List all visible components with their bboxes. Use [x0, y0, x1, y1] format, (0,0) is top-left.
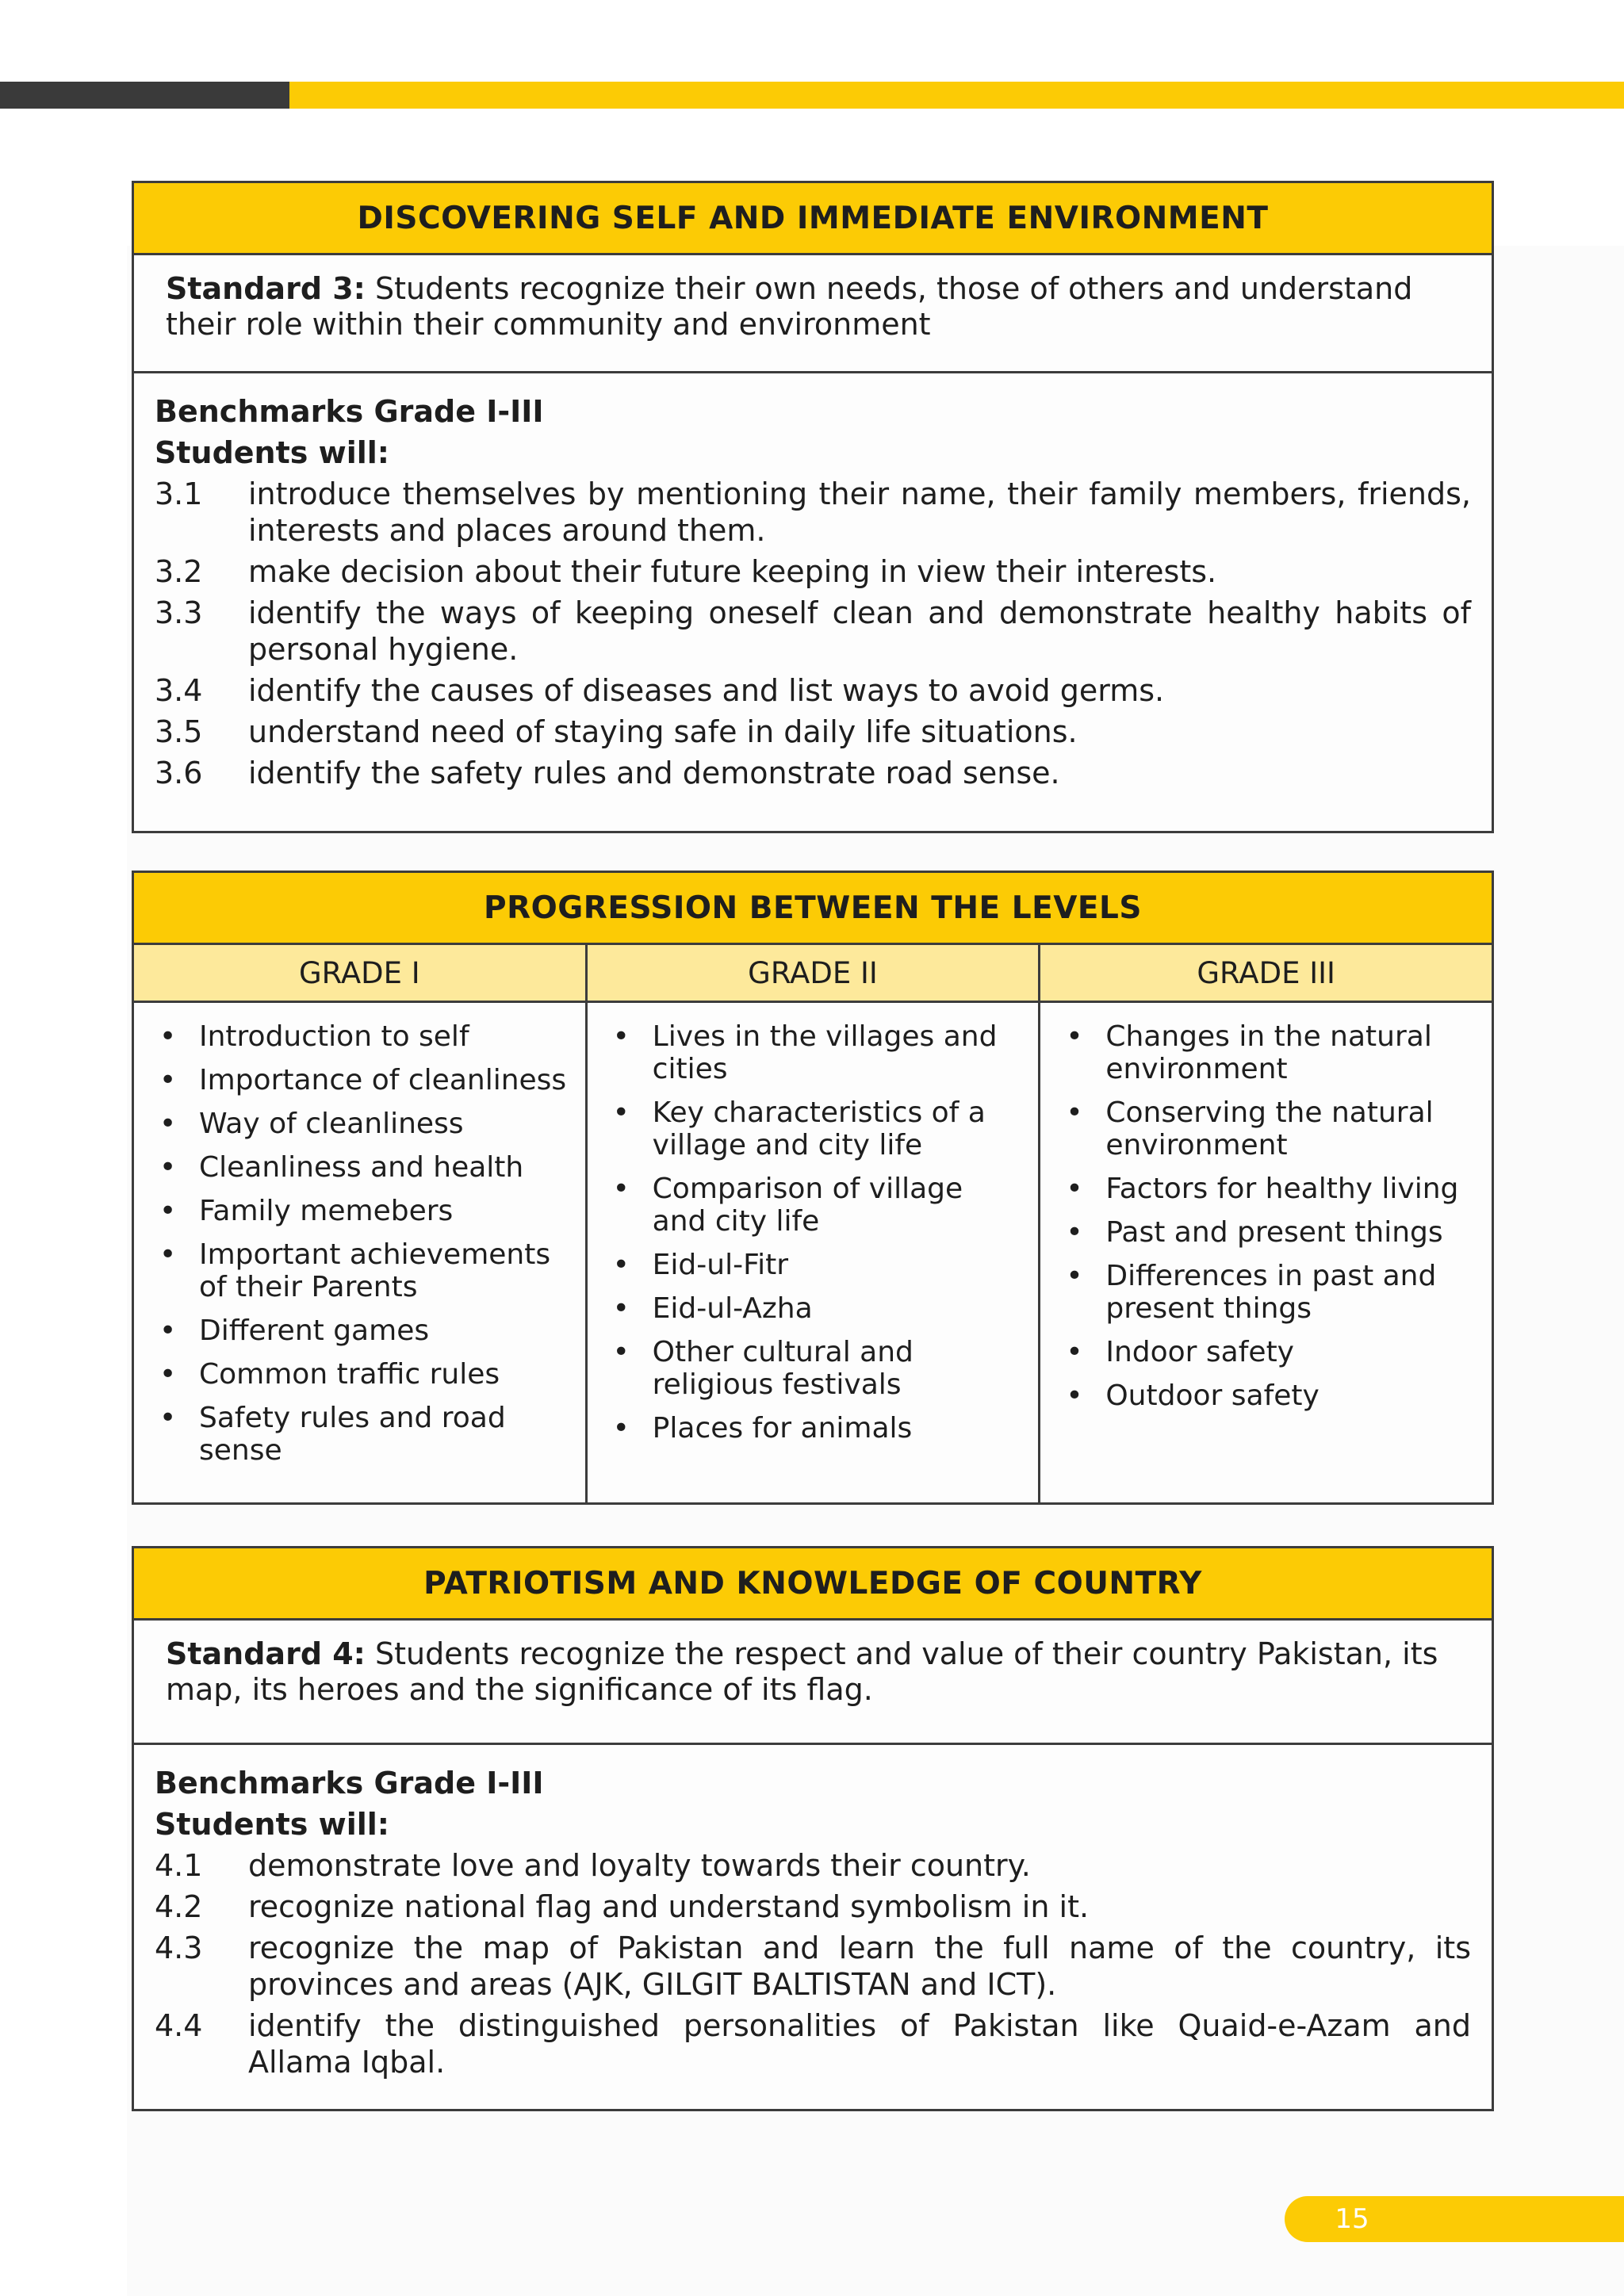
list-item: • Outdoor safety	[1066, 1380, 1476, 1412]
list-item: • Importance of cleanliness	[159, 1064, 569, 1096]
benchmark-text: identify the safety rules and demonstrate road sense.	[248, 756, 1060, 790]
list-item: • Eid-ul-Azha	[613, 1292, 1023, 1325]
benchmark-item	[155, 1845, 1471, 1886]
list-item: • Different games	[159, 1314, 569, 1347]
list-item: • Common traffic rules	[159, 1358, 569, 1391]
standard-3-box	[132, 181, 1494, 833]
benchmark-item	[155, 670, 1471, 711]
benchmark-item	[155, 551, 1471, 592]
section-title: PATRIOTISM AND KNOWLEDGE OF COUNTRY	[134, 1548, 1492, 1621]
benchmark-text: identify the causes of diseases and list ways to avoid germs.	[248, 673, 1165, 708]
list-item: • Conserving the natural environment	[1066, 1096, 1476, 1161]
list-item: • Introduction to self	[159, 1020, 569, 1053]
benchmark-number: 4.2	[155, 1889, 203, 1924]
grade-content-row	[134, 1003, 1492, 1505]
section-title: DISCOVERING SELF AND IMMEDIATE ENVIRONMENT	[134, 183, 1492, 255]
grade-2-column	[585, 1003, 1039, 1505]
benchmark-item	[155, 473, 1471, 551]
grade-1-list	[159, 1020, 569, 1467]
benchmark-number: 3.2	[155, 554, 203, 589]
list-item: • Factors for healthy living	[1066, 1173, 1476, 1205]
grade-3-column	[1038, 1003, 1492, 1505]
benchmark-number: 4.3	[155, 1931, 203, 1965]
benchmarks-heading: Benchmarks Grade I-III	[155, 394, 544, 429]
grade-3-header: GRADE III	[1038, 945, 1492, 1001]
list-item: • Indoor safety	[1066, 1336, 1476, 1368]
progression-title: PROGRESSION BETWEEN THE LEVELS	[134, 873, 1492, 945]
list-item: • Lives in the villages and cities	[613, 1020, 1023, 1085]
list-item: • Important achievements of their Parents	[159, 1238, 569, 1303]
grade-1-column	[134, 1003, 585, 1505]
benchmark-text: identify the distinguished personalities of Pakistan like Quaid-e-Azam and Allama Iqbal.	[248, 2008, 1471, 2080]
header-bar-dark	[0, 82, 289, 109]
students-will-label: Students will:	[155, 435, 390, 470]
grade-header-row	[134, 945, 1492, 1003]
benchmarks	[134, 373, 1492, 794]
standard-text: Students recognize the respect and value of their country Pakistan, its map, its heroes and the significance of its flag.	[166, 1636, 1438, 1707]
progression-box	[132, 871, 1494, 1505]
benchmark-item	[155, 752, 1471, 794]
list-item: • Cleanliness and health	[159, 1151, 569, 1184]
standard-4-box	[132, 1546, 1494, 2111]
page-number: 15	[1335, 2203, 1369, 2235]
standard-statement	[134, 1621, 1492, 1745]
benchmark-text: recognize national flag and understand symbolism in it.	[248, 1889, 1090, 1924]
list-item: • Places for animals	[613, 1412, 1023, 1445]
benchmark-text: demonstrate love and loyalty towards their country.	[248, 1848, 1031, 1883]
list-item: • Past and present things	[1066, 1216, 1476, 1249]
students-will-label: Students will:	[155, 1807, 390, 1842]
list-item: • Differences in past and present things	[1066, 1260, 1476, 1325]
grade-2-header: GRADE II	[585, 945, 1039, 1001]
benchmark-item	[155, 1927, 1471, 2005]
grade-1-header: GRADE I	[298, 955, 420, 990]
grade-2-list	[613, 1020, 1023, 1445]
list-item: • Family memebers	[159, 1195, 569, 1227]
benchmarks	[134, 1745, 1492, 2083]
standard-text: Students recognize their own needs, those of others and understand their role within their community and environment	[166, 271, 1413, 342]
benchmark-number: 3.5	[155, 714, 203, 749]
standard-label: Standard 4:	[166, 1636, 366, 1671]
list-item: • Key characteristics of a village and city life	[613, 1096, 1023, 1161]
benchmark-number: 4.1	[155, 1848, 203, 1883]
benchmark-number: 3.4	[155, 673, 203, 708]
benchmark-text: introduce themselves by mentioning their name, their family members, friends, interests and places around them.	[248, 476, 1471, 548]
benchmark-item	[155, 2005, 1471, 2083]
benchmark-item	[155, 711, 1471, 752]
benchmark-text: understand need of staying safe in daily life situations.	[248, 714, 1078, 749]
list-item: • Comparison of village and city life	[613, 1173, 1023, 1238]
standard-label: Standard 3:	[166, 271, 366, 306]
benchmark-number: 4.4	[155, 2008, 203, 2043]
benchmarks-heading: Benchmarks Grade I-III	[155, 1766, 544, 1800]
benchmark-text: identify the ways of keeping oneself clean and demonstrate healthy habits of personal hygiene.	[248, 595, 1471, 667]
list-item: • Changes in the natural environment	[1066, 1020, 1476, 1085]
list-item: • Eid-ul-Fitr	[613, 1249, 1023, 1281]
list-item: • Safety rules and road sense	[159, 1402, 569, 1467]
benchmark-number: 3.6	[155, 756, 203, 790]
benchmark-number: 3.3	[155, 595, 203, 630]
list-item: • Way of cleanliness	[159, 1108, 569, 1140]
benchmark-text: make decision about their future keeping in view their interests.	[248, 554, 1217, 589]
benchmark-item	[155, 1886, 1471, 1927]
standard-statement	[134, 255, 1492, 373]
header-bar-accent	[289, 82, 1624, 109]
list-item: • Other cultural and religious festivals	[613, 1336, 1023, 1401]
benchmark-item	[155, 592, 1471, 670]
grade-3-list	[1066, 1020, 1476, 1412]
benchmark-number: 3.1	[155, 476, 203, 511]
benchmark-text: recognize the map of Pakistan and learn the full name of the country, its provinces and areas (AJK, GILGIT BALTISTAN and ICT).	[248, 1931, 1471, 2002]
